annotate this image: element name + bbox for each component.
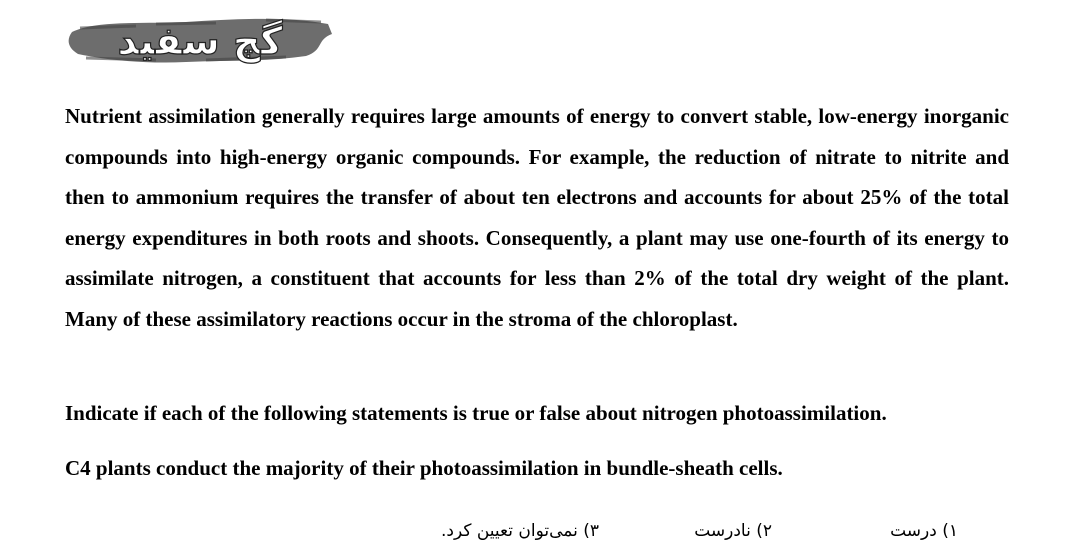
logo-wordmark: گچ سفید (117, 19, 283, 63)
brush-stroke-logo (66, 10, 334, 76)
option-false[interactable]: ۲) نادرست (694, 521, 772, 541)
option-cannot-determine[interactable]: ۳) نمی‌توان تعیین کرد. (440, 521, 599, 541)
reading-passage: Nutrient assimilation generally requires large amounts of energy to convert stable, low-energy inorganic compounds into high-energy organic compounds. For example, the reduction of nitrate to nitrite and then to ammonium requires the transfer of about ten electrons and accounts for about 25% of the total energy expenditures in both roots and shoots. Consequently, a plant may use one-fourth of its energy to assimilate nitrogen, a constituent that accounts for less than 2% of the total dry weight of the plant. Many of these assimilatory reactions occur in the stroma of the chloroplast. (65, 104, 1009, 331)
question-instruction: Indicate if each of the following statements is true or false about nitrogen photoassimilation. (65, 401, 887, 425)
brand-logo (66, 10, 334, 76)
question-statement: C4 plants conduct the majority of their photoassimilation in bundle-sheath cells. (65, 456, 783, 480)
answer-options (0, 515, 1075, 547)
option-true[interactable]: ۱) درست (890, 521, 958, 541)
